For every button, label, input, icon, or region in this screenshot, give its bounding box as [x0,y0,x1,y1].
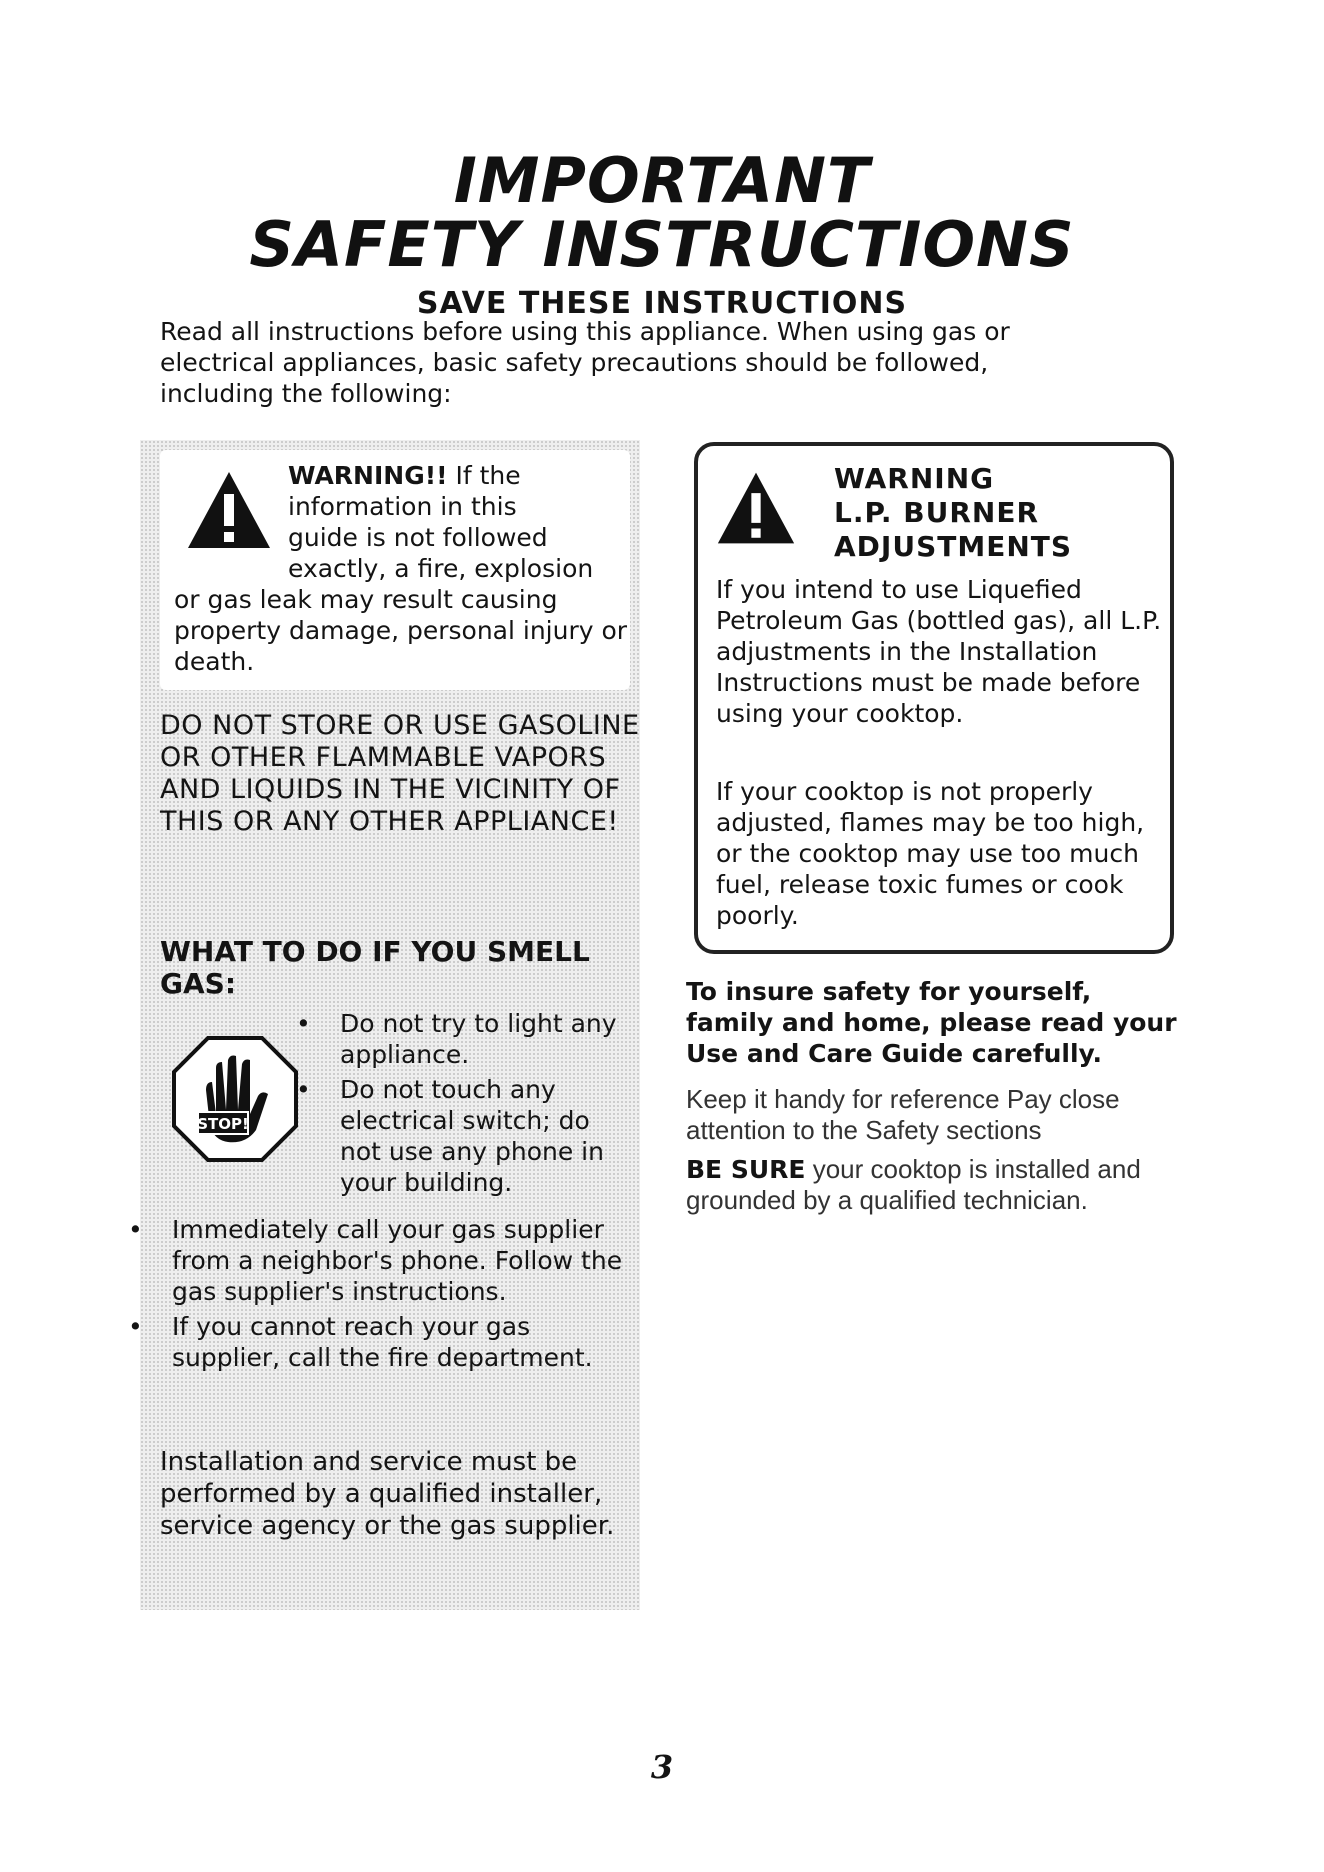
be-sure-paragraph [686,1154,1186,1216]
gas-smell-steps-upper [296,1008,638,1202]
warning-line-4: exactly, a fire, explosion [288,554,594,583]
warning-line-3: guide is not followed [288,523,548,552]
warning-text [174,460,634,677]
keep-handy-paragraph: Keep it handy for reference Pay close attention to the Safety sections [686,1084,1120,1145]
warning-line-2: information in this [288,492,517,521]
installation-note: Installation and service must be performed by a qualified installer, service agency or the gas supplier. [160,1447,615,1541]
list-item: • Do not try to light any appliance. [296,1009,617,1069]
lp-heading-line-2: L.P. BURNER [834,496,1040,529]
list-item: • Do not touch any electrical switch; do not use any phone in your building. [296,1075,604,1197]
be-sure-label: BE SURE [686,1155,806,1184]
warning-line-1: If the [455,461,521,490]
lp-warning-heading [834,462,1174,564]
save-instructions-heading: SAVE THESE INSTRUCTIONS [416,286,908,321]
page-title-line-1: IMPORTANT [453,144,871,217]
lp-warning-paragraph-1: If you intend to use Liquefied Petroleum Gas (bottled gas), all L.P. adjustments in the Installation Instructions must be made before using your cooktop. [716,575,1162,728]
stop-hand-icon [170,1034,300,1164]
lp-heading-line-3: ADJUSTMENTS [834,530,1073,563]
intro-paragraph: Read all instructions before using this appliance. When using gas or electrical appliances, basic safety precautions should be followed, including the following: [160,317,1010,408]
page-title-line-2: SAFETY INSTRUCTIONS [249,208,1075,281]
warning-rest: or gas leak may result causing property damage, personal injury or death. [174,585,628,676]
what-to-do-heading: WHAT TO DO IF YOU SMELL GAS: [160,935,590,1000]
list-item: • Immediately call your gas supplier from a neighbor's phone. Follow the gas supplier's instructions. [128,1215,623,1306]
be-sure-rest: your cooktop is installed and grounded by a qualified technician. [686,1154,1141,1215]
warning-label: WARNING!! [288,461,448,490]
lp-heading-line-1: WARNING [834,462,995,495]
page-number: 3 [650,1748,674,1786]
warning-triangle-icon [716,470,796,546]
stop-sign-text: STOP! [197,1115,249,1133]
gas-smell-steps-lower [128,1214,630,1377]
list-item: • If you cannot reach your gas supplier, call the fire department. [128,1312,593,1372]
lp-warning-paragraph-2: If your cooktop is not properly adjusted, flames may be too high, or the cooktop may use too much fuel, release toxic fumes or cook poorly. [716,777,1145,930]
insure-safety-paragraph: To insure safety for yourself, family and home, please read your Use and Care Guide carefully. [686,977,1177,1068]
do-not-store-warning: DO NOT STORE OR USE GASOLINE OR OTHER FLAMMABLE VAPORS AND LIQUIDS IN THE VICINITY OF THIS OR ANY OTHER APPLIANCE! [160,710,640,837]
